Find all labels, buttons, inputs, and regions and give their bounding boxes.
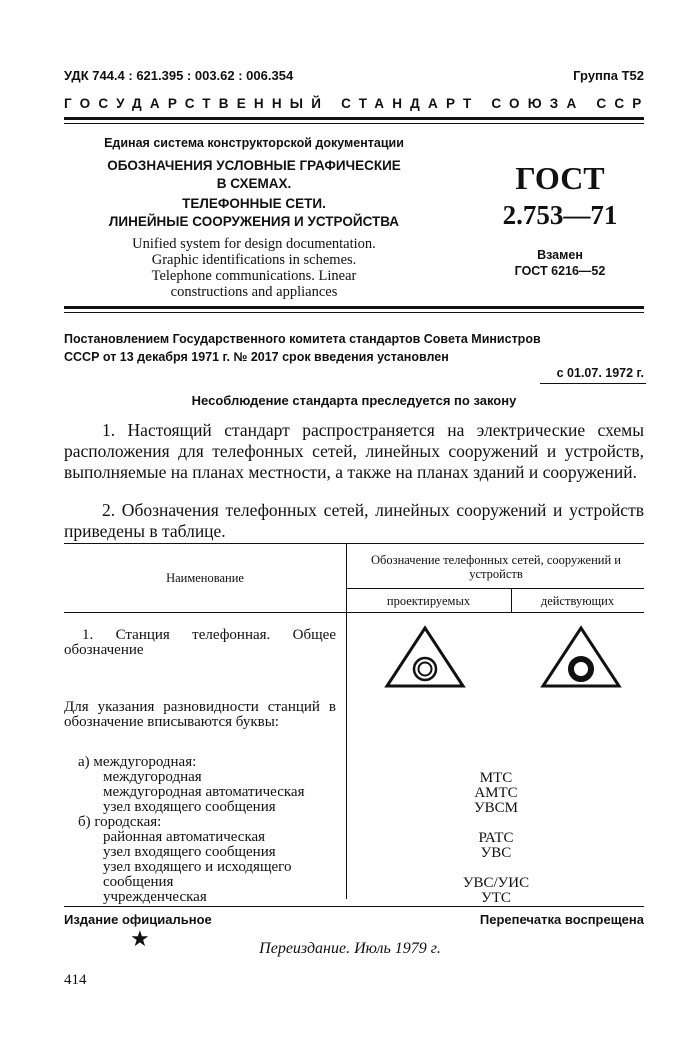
gost-number: 2.753—71	[502, 200, 618, 230]
gost-label: ГОСТ	[515, 160, 605, 196]
table-row-station: 1. Станция телефонная. Общее обозначение	[64, 627, 336, 658]
penalty-notice: Несоблюдение стандарта преследуется по закону	[191, 393, 517, 408]
title-line: ЛИНЕЙНЫЕ СООРУЖЕНИЯ И УСТРОЙСТВА	[108, 214, 400, 229]
reprint-prohibited: Перепечатка воспрещена	[479, 912, 644, 927]
header-rule-thick	[64, 117, 644, 120]
station-type-code: УВС	[480, 845, 512, 861]
effective-date: с 01.07. 1972 г.	[556, 366, 644, 380]
official-edition: Издание официальное	[64, 912, 212, 927]
english-title-line: Graphic identifications in schemes.	[151, 252, 357, 268]
group-code: Группа Т52	[573, 68, 644, 83]
title-block-rule-thin	[64, 312, 644, 313]
star-icon: ★	[130, 926, 150, 951]
station-type-label: учрежденческая	[103, 889, 207, 905]
station-type-label: районная автоматическая	[103, 829, 266, 845]
replaced-standard: ГОСТ 6216—52	[514, 264, 606, 278]
header-rule-thin	[64, 123, 644, 124]
table-header-rule	[64, 612, 644, 613]
english-title-line: Telephone communications. Linear	[151, 268, 357, 284]
state-standard-title: ГОСУДАРСТВЕННЫЙ СТАНДАРТ СОЮЗА ССР	[64, 96, 650, 111]
station-type-label: а) междугородная:	[78, 754, 197, 770]
station-type-label: узел входящего сообщения	[103, 844, 276, 860]
title-line: В СХЕМАХ.	[216, 176, 292, 191]
station-type-label: б) городская:	[78, 814, 162, 830]
station-type-code: АМТС	[474, 785, 518, 801]
title-line: ТЕЛЕФОННЫЕ СЕТИ.	[182, 196, 326, 211]
col-symbols-header: Обозначение телефонных сетей, сооружений и устройств	[371, 553, 621, 581]
english-title-line: constructions and appliances	[170, 284, 338, 300]
table-row-letters-intro: Для указания разновидности станций в обозначение вписываются буквы:	[64, 699, 336, 730]
table-top-rule	[64, 543, 644, 544]
decree-line: Постановлением Государственного комитета стандартов Совета Министров	[64, 332, 541, 346]
col-name-header: Наименование	[166, 571, 244, 585]
col-projected-header: проектируемых	[386, 594, 471, 608]
reissue-note: Переиздание. Июль 1979 г.	[259, 940, 441, 957]
title-block-rule-thick	[64, 306, 644, 309]
table-subheader-rule	[346, 588, 644, 589]
station-existing-symbol	[538, 624, 624, 690]
page-number: 414	[64, 972, 87, 988]
station-type-label: узел входящего сообщения	[103, 799, 276, 815]
station-type-code: УТС	[481, 890, 511, 906]
station-projected-symbol	[382, 624, 468, 690]
replaced-label: Взамен	[537, 248, 583, 262]
paragraph-2: 2. Обозначения телефонных сетей, линейных сооружений и устройств приведены в таблице.	[64, 500, 644, 541]
station-type-label: междугородная	[103, 769, 202, 785]
system-name: Единая система конструкторской документации	[104, 136, 404, 150]
station-type-code: МТС	[479, 770, 513, 786]
udk-code: УДК 744.4 : 621.395 : 003.62 : 006.354	[64, 68, 294, 83]
col-existing-header: действующих	[540, 594, 615, 608]
station-type-code: УВС/УИС	[462, 875, 530, 891]
table-bottom-rule	[64, 906, 644, 907]
paragraph-1: 1. Настоящий стандарт распространяется на электрические схемы расположения для телефонных сетей, линейных сооружений и устройств, выполняемые на планах местности, а также на планах зданий и сооружений.	[64, 420, 644, 482]
english-title-line: Unified system for design documentation.	[132, 236, 376, 252]
date-underline	[540, 383, 646, 384]
title-line: ОБОЗНАЧЕНИЯ УСЛОВНЫЕ ГРАФИЧЕСКИЕ	[107, 158, 401, 173]
station-type-label: узел входящего и исходящего	[103, 859, 292, 875]
station-type-label: сообщения	[103, 874, 174, 890]
station-type-code: РАТС	[478, 830, 514, 846]
station-type-code: УВСМ	[474, 800, 518, 816]
decree-line: СССР от 13 декабря 1971 г. № 2017 срок введения установлен	[64, 350, 449, 364]
station-type-label: междугородная автоматическая	[103, 784, 305, 800]
